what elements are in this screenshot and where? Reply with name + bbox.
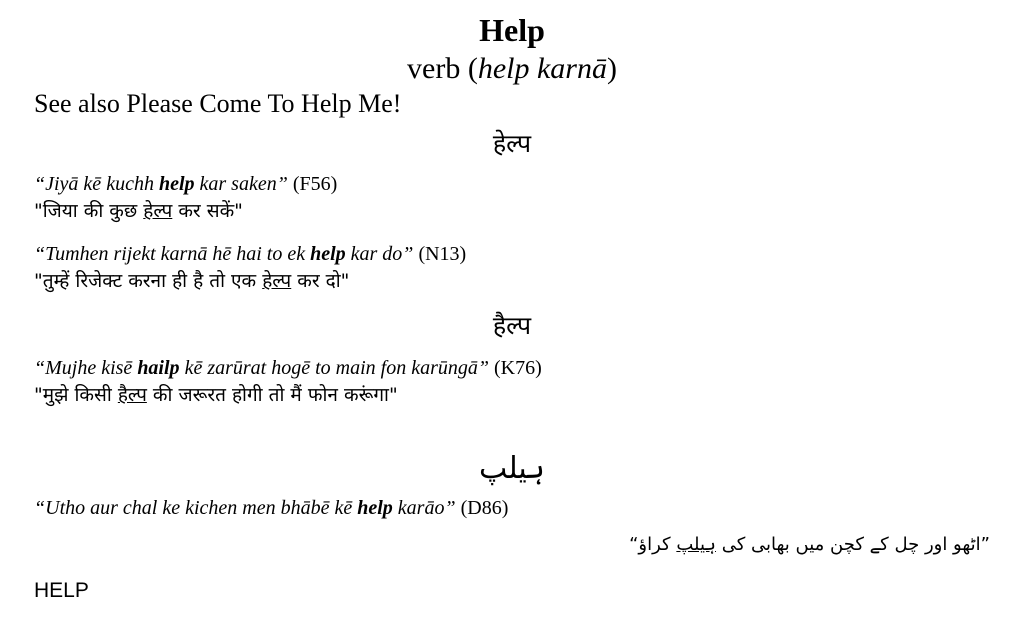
see-also-line: See also Please Come To Help Me!	[34, 89, 402, 118]
pos-close-paren: )	[606, 52, 617, 85]
example-native-script	[34, 268, 349, 294]
translit-text: kar saken”	[194, 173, 288, 195]
pos-phrase: help karnā	[477, 52, 607, 85]
translit-keyword: help	[158, 173, 195, 195]
translit-text: kē zarūrat hogē to main fon karūngā”	[179, 357, 489, 379]
native-keyword: ہیلپ	[676, 534, 716, 555]
native-text: ”اٹھو اور چل کے کچن میں بھابی کی	[715, 534, 990, 555]
translit-text: kar do”	[345, 243, 414, 265]
translit-keyword: help	[357, 497, 393, 519]
example-transliteration	[34, 242, 466, 266]
native-text: "जिया की कुछ	[34, 200, 144, 222]
native-text: کراؤ“	[629, 534, 677, 555]
section-heading-hindi-1: हेल्प	[492, 129, 532, 158]
native-keyword: हैल्प	[117, 384, 147, 406]
source-reference: (F56)	[287, 173, 338, 195]
native-text: "तुम्हें रिजेक्ट करना ही है तो एक	[34, 270, 263, 292]
example-transliteration	[34, 172, 337, 196]
native-text: कर सकें"	[172, 200, 243, 222]
footer-label: HELP	[34, 579, 89, 602]
translit-text: karāo”	[392, 497, 456, 519]
native-keyword: हेल्प	[262, 270, 292, 292]
section-heading-hindi-2: हैल्प	[492, 311, 532, 340]
translit-keyword: help	[310, 243, 346, 265]
native-text: कर दो"	[291, 270, 350, 292]
native-keyword: हेल्प	[143, 200, 173, 222]
example-native-script-urdu	[629, 532, 990, 558]
translit-keyword: hailp	[137, 357, 180, 379]
native-text: की जरूरत होगी तो मैं फोन करूंगा"	[146, 384, 398, 406]
pos-open-paren: (	[460, 52, 478, 85]
translit-text: “Jiyā kē kuchh	[34, 173, 159, 195]
example-native-script	[34, 382, 398, 408]
translit-text: “Tumhen rijekt karnā hē hai to ek	[34, 243, 311, 265]
pos-label: verb	[407, 52, 461, 85]
native-text: "मुझे किसी	[34, 384, 118, 406]
part-of-speech-line	[0, 52, 1024, 86]
source-reference: (N13)	[413, 243, 467, 265]
example-native-script	[34, 198, 243, 224]
section-heading-urdu: ہیلپ	[478, 451, 546, 486]
source-reference: (K76)	[489, 357, 542, 379]
headword-title: Help	[479, 12, 545, 48]
translit-text: “Utho aur chal ke kichen men bhābē kē	[34, 497, 358, 519]
translit-text: “Mujhe kisē	[34, 357, 138, 379]
example-transliteration	[34, 496, 508, 520]
source-reference: (D86)	[455, 497, 509, 519]
example-transliteration	[34, 356, 542, 380]
